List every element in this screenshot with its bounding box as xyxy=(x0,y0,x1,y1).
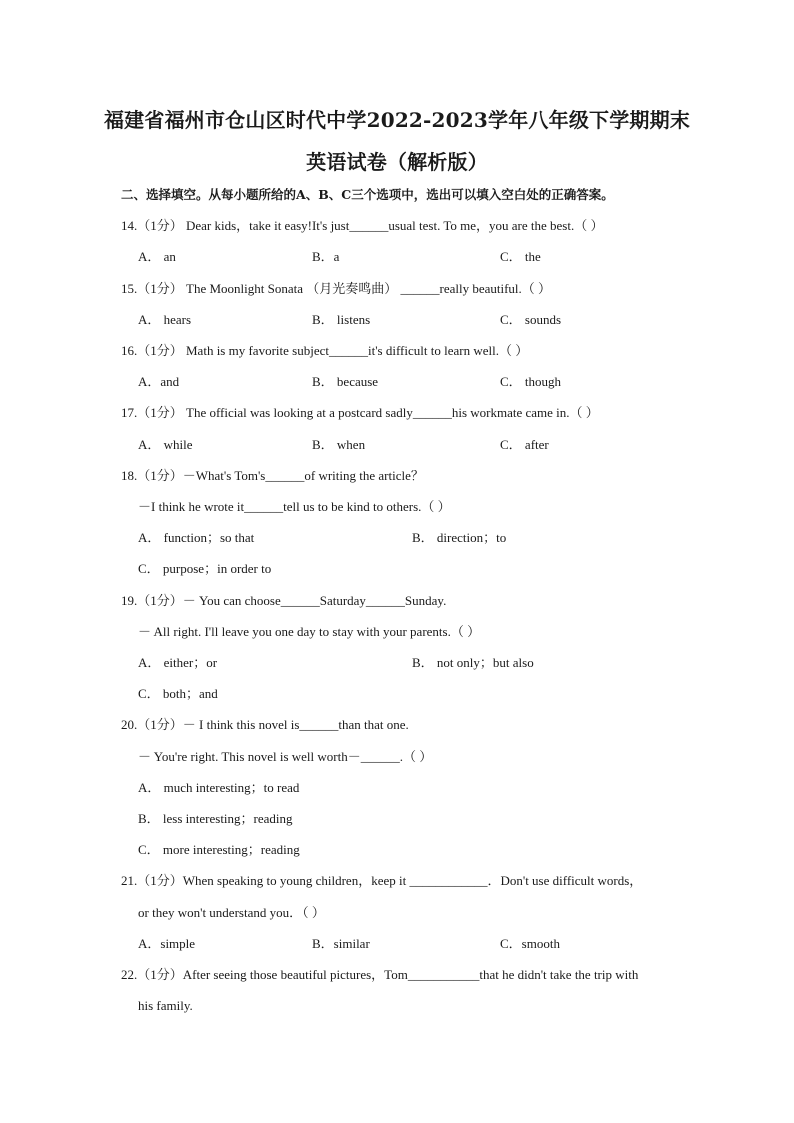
question-21-option-c: C．smooth xyxy=(500,936,560,951)
question-17-option-a: A． while xyxy=(138,437,193,452)
question-22-stem-1: 22.（1分）After seeing those beautiful pictures，Tom___________that he didn't take the trip with xyxy=(121,967,639,982)
question-18-option-b: B． direction；to xyxy=(412,530,507,545)
question-18-stem-2: －I think he wrote it______tell us to be kind to others.（ ） xyxy=(138,499,451,514)
question-15-option-c: C． sounds xyxy=(500,312,562,327)
question-17-stem: 17.（1分） The official was looking at a postcard sadly______his workmate came in.（ ） xyxy=(121,405,599,420)
question-19-option-a: A． either；or xyxy=(138,655,218,670)
question-20-option-a: A． much interesting；to read xyxy=(138,780,300,795)
question-21-option-a: A．simple xyxy=(138,936,196,951)
question-22-stem-2: his family. xyxy=(138,998,193,1013)
question-17-option-c: C． after xyxy=(500,437,549,452)
question-21-stem-1: 21.（1分）When speaking to young children，keep it ____________．Don't use difficult words， xyxy=(121,873,643,888)
section-heading: 二、选择填空。从每小题所给的A、B、C三个选项中，选出可以填入空白处的正确答案。 xyxy=(121,187,614,202)
question-20-option-b: B． less interesting；reading xyxy=(138,811,293,826)
question-15-option-a: A． hears xyxy=(138,312,192,327)
question-21-option-b: B．similar xyxy=(312,936,370,951)
question-19-option-c: C． both；and xyxy=(138,686,218,701)
question-16-option-c: C． though xyxy=(500,374,562,389)
question-18-stem-1: 18.（1分）－What's Tom's______of writing the article？ xyxy=(121,468,424,483)
page-title-line-1: 福建省福州市仓山区时代中学2022-2023学年八年级下学期期末 xyxy=(103,108,691,132)
question-15-option-b: B． listens xyxy=(312,312,371,327)
question-15-stem: 15.（1分） The Moonlight Sonata （月光奏鸣曲） ______really beautiful.（ ） xyxy=(121,281,552,296)
question-14-stem: 14.（1分） Dear kids，take it easy!It's just______usual test. To me，you are the best.（ ） xyxy=(121,218,604,233)
question-14-option-a: A． an xyxy=(138,249,176,264)
question-20-stem-1: 20.（1分）－ I think this novel is______than that one. xyxy=(121,717,409,732)
question-20-stem-2: － You're right. This novel is well worth－______.（ ） xyxy=(138,749,433,764)
question-18-option-c: C． purpose；in order to xyxy=(138,561,272,576)
question-16-stem: 16.（1分） Math is my favorite subject______it's difficult to learn well.（ ） xyxy=(121,343,529,358)
page-title-line-2: 英语试卷（解析版） xyxy=(306,150,488,174)
question-16-option-b: B． because xyxy=(312,374,379,389)
question-16-option-a: A．and xyxy=(138,374,180,389)
question-18-option-a: A． function；so that xyxy=(138,530,255,545)
question-19-option-b: B． not only；but also xyxy=(412,655,534,670)
question-17-option-b: B． when xyxy=(312,437,366,452)
question-19-stem-1: 19.（1分）－ You can choose______Saturday______Sunday. xyxy=(121,593,447,608)
question-20-option-c: C． more interesting；reading xyxy=(138,842,300,857)
question-14-option-b: B．a xyxy=(312,249,340,264)
question-21-stem-2: or they won't understand you．（ ） xyxy=(138,905,325,920)
question-19-stem-2: － All right. I'll leave you one day to stay with your parents.（ ） xyxy=(138,624,481,639)
question-14-option-c: C． the xyxy=(500,249,541,264)
